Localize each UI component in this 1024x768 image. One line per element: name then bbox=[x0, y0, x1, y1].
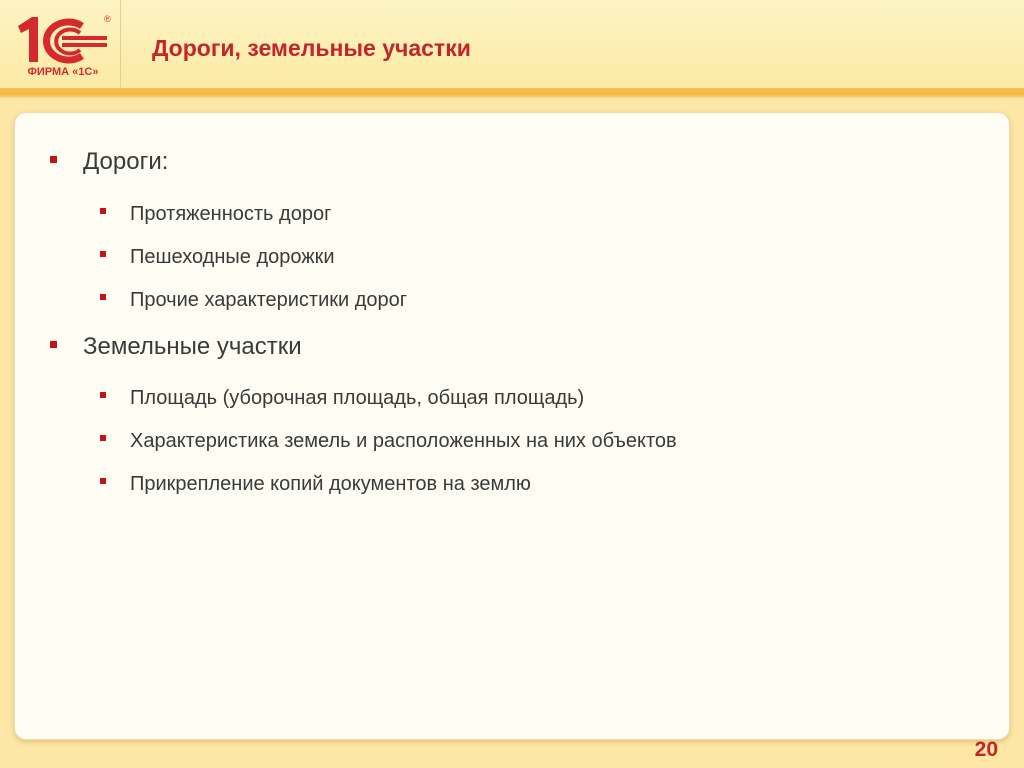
header-stripe bbox=[0, 88, 1024, 98]
bullet-land-plots bbox=[50, 333, 302, 361]
logo-divider bbox=[120, 0, 121, 88]
sub-bullet bbox=[100, 473, 531, 496]
bullet-text: Дороги: bbox=[83, 148, 169, 175]
sub-bullet bbox=[100, 430, 677, 453]
sub-bullet bbox=[100, 203, 331, 226]
sub-bullet-text: Площадь (уборочная площадь, общая площадь) bbox=[130, 387, 585, 409]
bullet-marker bbox=[100, 435, 106, 441]
firm-1c-logo bbox=[10, 10, 116, 80]
bullet-marker bbox=[50, 156, 57, 163]
slide-title: Дороги, земельные участки bbox=[152, 35, 471, 61]
bullet-text: Земельные участки bbox=[83, 333, 302, 360]
sub-bullet bbox=[100, 246, 335, 269]
sub-bullet bbox=[100, 289, 407, 312]
bullet-roads bbox=[50, 148, 168, 176]
sub-bullet-text: Характеристика земель и расположенных на них объектов bbox=[130, 430, 677, 452]
sub-bullet-text: Прикрепление копий документов на землю bbox=[130, 473, 531, 495]
sub-bullet-text: Пешеходные дорожки bbox=[130, 246, 335, 268]
bullet-marker bbox=[50, 341, 57, 348]
sub-bullet bbox=[100, 387, 584, 410]
bullet-marker bbox=[100, 294, 106, 300]
bullet-marker bbox=[100, 392, 106, 398]
sub-bullet-text: Прочие характеристики дорог bbox=[130, 289, 408, 311]
sub-bullet-text: Протяженность дорог bbox=[130, 203, 332, 225]
bullet-marker bbox=[100, 251, 106, 257]
page-number: 20 bbox=[974, 738, 998, 761]
bullet-marker bbox=[100, 208, 106, 214]
bullet-marker bbox=[100, 478, 106, 484]
logo-caption: ФИРМА «1С» bbox=[27, 66, 99, 78]
logo-registered-mark: ® bbox=[104, 14, 111, 24]
